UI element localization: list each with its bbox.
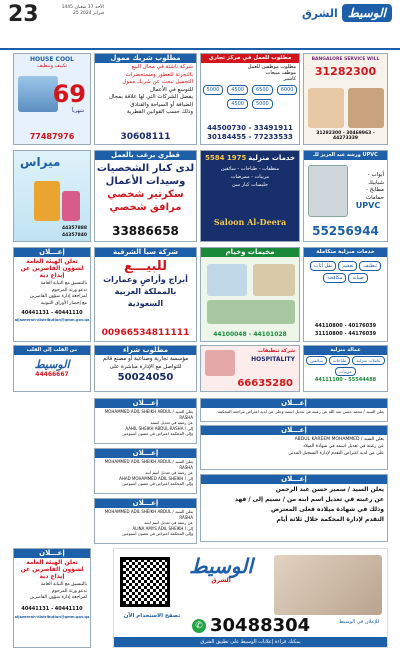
ad-maid-services [200, 150, 300, 242]
ad-ministry-notice-2 [13, 548, 91, 648]
body-line: مؤسسة تجارية وصناعية أو مصنع قائم [102, 356, 189, 362]
body-line: عن رغبته في تعديل اسم ابنته [144, 520, 193, 526]
body-line: للبيـــع [123, 259, 167, 274]
body-line: وإلى المحكمة اعتراض في غضون أسبوعين [122, 431, 193, 437]
body-line: التجميل تبحث عن شريك ممول [122, 79, 193, 85]
body-line: بالتنسيق مع النيابة العامة [40, 582, 87, 587]
notice-body [201, 408, 387, 415]
body-line: للتواصل مع الإدارة مباشرة على [109, 363, 182, 370]
ad-household-title: خدمات منزلية متكاملة [304, 248, 387, 257]
cleaning-image [205, 350, 235, 376]
spa-image-1 [308, 88, 344, 128]
spa-image-2 [348, 88, 384, 128]
ad-buy-phone: 50024050 [117, 372, 174, 383]
ad-personal-assistant [94, 150, 197, 242]
body-line: وإلى المحكمة اعتراض في غضون أسبوعين [122, 481, 193, 487]
ad-ministry1-body [14, 280, 90, 308]
ad-buy-body [95, 355, 196, 372]
body-line: جليسات كبار سن [232, 182, 268, 188]
notice-body [95, 508, 196, 538]
body-line: منظفات - طباخات - سائقين [220, 166, 280, 172]
body-line: التقدم لإدارة المحكمة خلال ثلاثة أيام [276, 516, 384, 523]
app-cta[interactable]: تصفح الاستخدام الآن [123, 613, 181, 619]
body-line: شركة ناشئة في مجال البيع [131, 64, 193, 70]
ad-wasit-app [113, 548, 388, 648]
body-line: يعلن السيد / سمير حسن عبد الرحمن [275, 486, 384, 493]
ad-hospitality-brand: HOSPITALITY [251, 356, 295, 363]
ad-spa-phone: 31282300 [314, 65, 377, 78]
ad-household-phone-2: 31110800 - 44176039 [314, 331, 377, 337]
ad-qabela-tags [304, 355, 387, 377]
body-line: سكرتير شخصي [107, 189, 184, 200]
ad-hospitality-phone: 66635280 [237, 378, 293, 389]
body-line: تدعو ورثة المرحوم [51, 287, 87, 293]
salary-badge: 4500 [227, 99, 248, 109]
brand-big: الوسيط [189, 554, 253, 578]
body-line: وإلى المحكمة اعتراض في غضون أسبوعين [122, 531, 193, 537]
notice-body [95, 458, 196, 488]
ad-house-cool-unit: شهرياً [71, 108, 84, 114]
ad-jobs-title: مطلوب للعمل في مركز تجاري [201, 54, 299, 63]
service-tag: صيانة [348, 273, 367, 283]
product-bottle-2 [62, 191, 80, 221]
ad-assistant-body [95, 162, 196, 214]
notice-6 [200, 474, 388, 542]
body-line: إلى / AHAD MOHAMMED ADIL SHEIKH [119, 475, 193, 481]
ad-sale-phone: 00966534811111 [101, 328, 190, 338]
notice-title: إعـــلان [201, 426, 387, 435]
body-line: إلى / AAHIL SHEIKH ABDUL RASHA [125, 425, 193, 431]
ad-ministry2-org: تعلن الهيئة العامة لشؤون القاصرين عن إيداع دية [20, 559, 84, 580]
body-line: يعلن السيد / MOHAMMED ADIL SHEIKH ABDUL RASHA [104, 509, 193, 520]
body-line: وذلك في شهادة ميلاده فعلى المعترض [271, 506, 384, 513]
ad-jobs-body [201, 63, 299, 83]
body-line: أبواب - شبابيك [367, 172, 384, 186]
ad-wasit-mini-title: من القلب إلى القلب [14, 346, 90, 355]
ad-hospitality-title: شركة تنظيفات [257, 348, 295, 354]
ad-upvc-sub: UPVC [355, 201, 381, 210]
ad-camps-phones: 44100048 - 44101028 [213, 331, 287, 338]
blank-space [13, 398, 91, 544]
ad-maids-title: خدمات منزلية [248, 154, 295, 162]
ad-maids-phone: 5584 1975 [205, 154, 247, 162]
body-line: مربيات - ممرضات [230, 174, 270, 180]
notice-1 [94, 398, 197, 444]
brand-small: الشرق [301, 6, 338, 20]
product-bottle [34, 181, 60, 221]
salary-badge: 6000 [277, 85, 298, 95]
salary-badge: 6500 [252, 85, 273, 95]
ad-jobs-phone-1: 44500730 - 33491911 [207, 124, 293, 132]
ad-upvc-title: ورشة عبد العزيز للـ UPVC [304, 151, 387, 160]
ad-house-cool-phone: 77487976 [29, 132, 75, 141]
body-line: وعلى من لديه اعتراض مراجعة المحكمة [217, 409, 284, 414]
salary-grid [201, 84, 299, 110]
body-line: مع إحضار الأوراق الثبوتية [40, 300, 87, 306]
body-line: السعودية [127, 299, 164, 308]
ad-partner-body [95, 63, 196, 118]
ad-buy-title: مطلوب شراء [95, 346, 196, 355]
ad-hospitality [200, 345, 300, 392]
tent-image-1 [207, 264, 247, 296]
service-tag: تنظيف [359, 261, 381, 271]
ad-household-services [303, 247, 388, 342]
body-line: بالتجزئة للعطور ومستحضرات [125, 71, 193, 78]
salary-badge: 4500 [227, 85, 248, 95]
phone-hand-image [274, 555, 382, 615]
body-line: كاشير [283, 76, 296, 82]
ad-household-tags [304, 260, 387, 284]
ad-ministry2-body [14, 581, 90, 603]
ad-meraas-brand: ميراس [20, 155, 61, 169]
notice-3 [94, 498, 197, 544]
notice-body [201, 435, 387, 458]
phone: 55544488 [348, 377, 377, 383]
ad-house-cool-brand: HOUSE COOL [30, 56, 74, 63]
service-tag: سائقين [306, 356, 327, 365]
phone: 44101028 [253, 331, 287, 338]
ad-ministry1-email[interactable]: aljazeerah-distribution@qmm.gov.qa [14, 318, 90, 322]
date-hijri: الأحد 17 شعبان 1445 [61, 5, 104, 10]
body-line: بالتنسيق مع النيابة العامة [40, 281, 87, 286]
body-line: وسيدات الأعمال [105, 176, 186, 187]
window-image [308, 165, 348, 217]
ad-household-phone-1: 44110800 - 40176039 [314, 323, 377, 329]
notice-title: إعـــلان [201, 475, 387, 484]
body-line: على من لديه اعتراض التقدم لإدارة التسجيل المدني [288, 451, 384, 456]
body-line: يعلن السيد / ABDUL KAREEM MOHAMMED [294, 437, 384, 442]
masthead-logo [302, 4, 392, 22]
body-line: يفضل الشركات التي لها علاقة بمجال [108, 94, 193, 100]
ad-jobs-phone-2: 30184455 - 77233533 [207, 133, 293, 141]
app-phone: 30488304 [210, 615, 311, 636]
service-tag: مكافحة [323, 273, 346, 283]
phone: 44111100 [314, 377, 343, 383]
app-brand [176, 555, 266, 584]
ad-ministry2-phones: 40441131 - 40441110 [21, 605, 83, 612]
tent-image-2 [253, 264, 295, 296]
ad-upvc-workshop [303, 150, 388, 242]
ad-ministry1-phones: 40441131 - 40441110 [21, 310, 83, 316]
ad-house-cool-title: تكييف وتنظيف [36, 63, 68, 69]
salary-badge: 5000 [203, 85, 224, 95]
app-footer: يمكنك قراءة إعلانات الوسيط على تطبيق الشرق [114, 637, 387, 647]
whatsapp-icon: ✆ [192, 619, 206, 633]
notice-title: إعـــلان [95, 399, 196, 408]
ad-ministry2-email[interactable]: aljazeerah-distribution@qmm.gov.qa [14, 614, 90, 619]
ad-spa-title: BANGALORE SERVICE WILL [311, 57, 380, 62]
tent-image-3 [207, 300, 295, 324]
app-tagline: للإعلان في الوسيط [339, 619, 379, 625]
service-tag: طباخات [329, 356, 351, 365]
service-tag: عاملات منزلية [352, 356, 384, 365]
ad-assistant-phone: 33886658 [112, 224, 179, 238]
body-line: عن رغبته في تعديل اسمه في شهادة الميلاد [303, 444, 384, 449]
ad-meraas-phone-2: 44357840 [61, 233, 87, 238]
ad-maids-header [201, 151, 299, 165]
body-line: للتوسع في الأعمال [149, 86, 193, 93]
ad-spa-services [303, 53, 388, 145]
notice-body [201, 484, 387, 526]
app-phone-row [192, 615, 310, 636]
notice-5 [200, 425, 388, 470]
phone: 44100048 [213, 331, 247, 338]
body-line: يعلن السيد / MOHAMMED ADIL SHEIKH ABDUL RASHA [104, 409, 193, 420]
body-line: بالمملكة العربية [114, 287, 177, 296]
notice-title: إعـــلان [95, 449, 196, 458]
ad-sale-body [95, 259, 196, 310]
notice-title: إعـــلان [201, 399, 387, 408]
body-line: يعلن السيد / MOHAMMED ADIL SHEIKH ABDUL RASHA [104, 459, 193, 470]
notice-body [95, 408, 196, 438]
ad-wasit-mini-brand: الوسيط [34, 358, 70, 371]
ad-partner-wanted [94, 53, 197, 145]
salary-badge: 5000 [252, 99, 273, 109]
ad-upvc-body [349, 171, 387, 211]
ad-assistant-title: قطري يرغب بالعمل [95, 151, 196, 160]
issue-dates [44, 5, 104, 17]
ad-upvc-phone: 55256944 [312, 224, 379, 238]
notice-title: إعـــلان [95, 499, 196, 508]
ad-camps [200, 247, 300, 342]
body-line: عن رغبته في تعديل اسم ابنه من / نسيم إلى / فهد [234, 496, 384, 503]
ad-sale-title: شركة سبأ الشرقية [95, 248, 196, 257]
qr-code[interactable] [120, 557, 170, 607]
ad-wasit-mini-phone: 44466667 [35, 371, 69, 378]
body-line: إلى / ALINA AMYS ADIL SHEIKH [132, 525, 193, 531]
body-line: عن رغبته في تعديل اسم ابنه [145, 470, 193, 476]
notice-2 [94, 448, 197, 494]
body-line: يعلن السيد / محمد حسن عبد الله [328, 409, 384, 414]
ad-meraas-phone-1: 44357888 [61, 226, 87, 231]
ad-meraas [13, 150, 91, 242]
body-line: لدى كبار الشخصيات [96, 163, 195, 174]
ad-partner-phone: 30608111 [120, 132, 171, 142]
ad-ministry1-org: تعلن الهيئة العامة لشؤون القاصرين عن إيداع دية [20, 258, 84, 279]
ad-qabela-title: عمالة منزلية [304, 346, 387, 355]
body-line: الضيافة أو السياحة والفنادق [130, 101, 193, 108]
ad-ministry-notice-1 [13, 247, 91, 342]
ad-jobs-center [200, 53, 300, 145]
ad-maids-body [201, 165, 299, 189]
ad-ministry2-title: إعـــلان [14, 549, 90, 558]
body-line: مطابخ - حمامات [365, 187, 384, 201]
brand-small-label: الشرق [211, 577, 231, 584]
body-line: لمراجعة إدارة شؤون القاصرين [29, 294, 87, 299]
brand-big: الوسيط [342, 4, 392, 22]
page-number: 23 [8, 2, 39, 27]
body-line: عن رغبته في تعديل اسمه [284, 409, 328, 414]
ad-house-cool [13, 53, 91, 145]
ad-for-sale [94, 247, 197, 342]
service-tag: نقل أثاث [310, 261, 336, 271]
service-tag: مربيات [335, 367, 355, 376]
ad-partner-title: مطلوب شريك ممول [95, 54, 196, 63]
body-line: أبراج وأراضٍ وعمارات [103, 275, 188, 284]
notice-4 [200, 398, 388, 422]
ad-ministry1-title: إعـــلان [14, 248, 90, 257]
ad-camps-title: مخيمات وخيام [201, 248, 299, 257]
date-gregorian: 25 فبراير 2024 [72, 11, 104, 16]
body-line: لمراجعة إدارة شؤون القاصرين [29, 595, 87, 600]
ad-buy-wanted [94, 345, 197, 392]
service-tag: تعقيم [338, 261, 357, 271]
body-line: مرافق شخصي [109, 202, 182, 213]
body-line: عن رغبته في تعديل اسمه [150, 420, 193, 426]
body-line: وذلك حسب القوانين القطرية [126, 109, 193, 115]
ad-spa-phones: 31282300 - 30469963 - 44273339 [316, 131, 375, 141]
body-line: موظف مبيعات [265, 70, 296, 76]
body-line: تدعو ورثة المرحوم [51, 588, 87, 594]
body-line: مطلوب موظفين للعمل [247, 64, 296, 70]
ad-house-cool-number: 69 [52, 80, 86, 108]
ad-wasit-mini [13, 345, 91, 392]
ad-maids-company: Saloon Al-Deera [213, 217, 287, 227]
ad-qabela [303, 345, 388, 392]
page-header [0, 0, 400, 50]
ad-qabela-phones: 44111100 - 55544488 [314, 377, 377, 383]
